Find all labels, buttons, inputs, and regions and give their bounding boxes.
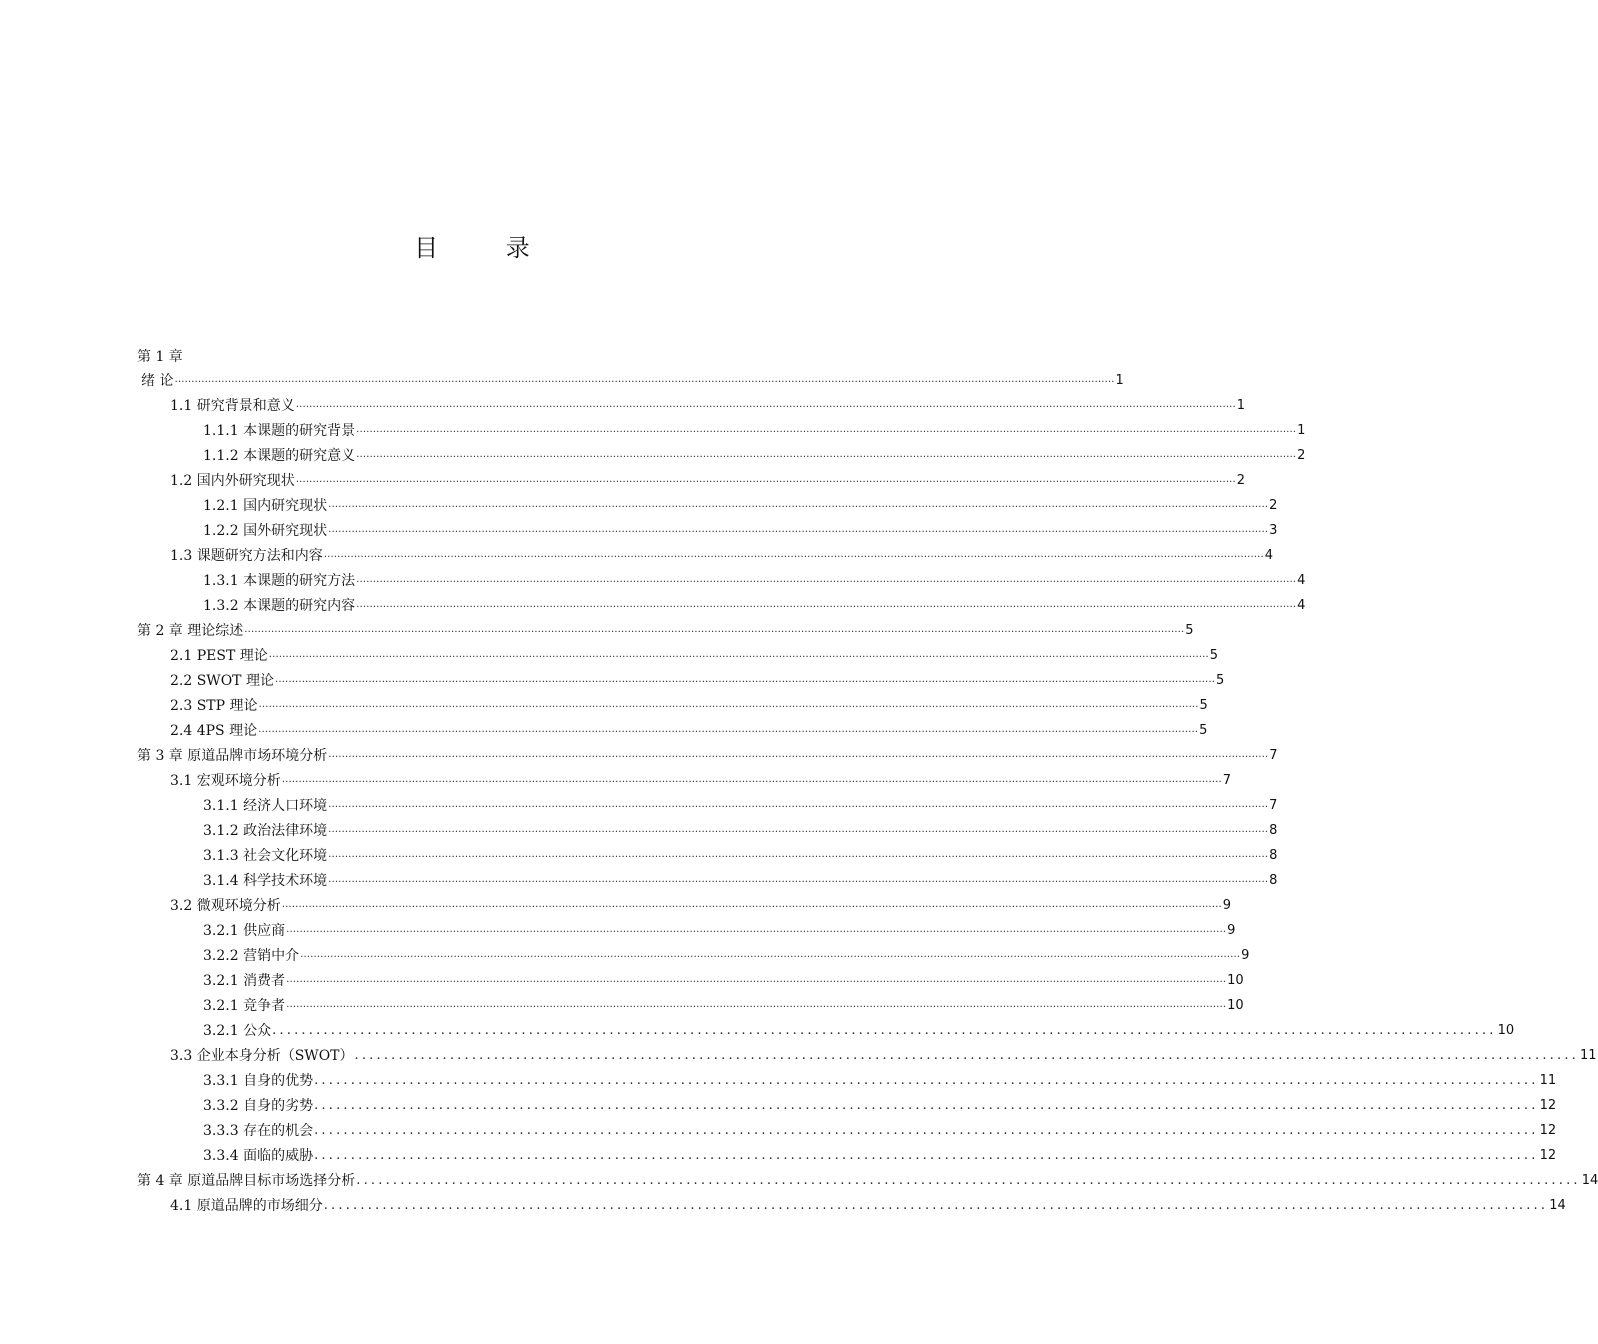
toc-entry[interactable] <box>203 571 1306 591</box>
dot-leader: ....................................................................................................................................................................... <box>272 1023 1497 1038</box>
toc-entry-label: 1.1.2 本课题的研究意义 <box>203 448 356 464</box>
toc-entry-page: 9 <box>1241 948 1250 963</box>
dot-leader: ....................................................................................................................................................................... <box>356 1173 1581 1188</box>
toc-entry[interactable] <box>203 421 1306 441</box>
dot-leader: ………………………………………………………………………………………………………………………………………………………………………………………………………………………………………………………… <box>258 724 1199 735</box>
dot-leader: ………………………………………………………………………………………………………………………………………………………………………………………………………………………………………………………… <box>328 749 1269 760</box>
toc-entry-page: 1 <box>1297 423 1306 438</box>
dot-leader: ………………………………………………………………………………………………………………………………………………………………………………………………………………………………………………………… <box>328 524 1269 535</box>
toc-entry[interactable] <box>203 821 1278 841</box>
toc-entry[interactable] <box>203 921 1236 941</box>
dot-leader: ....................................................................................................................................................................... <box>314 1123 1539 1138</box>
toc-entry[interactable] <box>170 471 1245 491</box>
toc-entry-label: 3.1.2 政治法律环境 <box>203 823 328 839</box>
toc-entry-page: 4 <box>1297 598 1306 613</box>
toc-entry-page: 5 <box>1185 623 1194 638</box>
dot-leader: ………………………………………………………………………………………………………………………………………………………………………………………………………………………………………………………… <box>300 949 1241 960</box>
toc-entry-page: 10 <box>1497 1023 1515 1038</box>
toc-entry-label: 3.2.1 供应商 <box>203 923 286 939</box>
toc-entry[interactable] <box>170 646 1219 666</box>
dot-leader: ………………………………………………………………………………………………………………………………………………………………………………………………………………………………………………………… <box>328 874 1269 885</box>
toc-entry-label: 3.1.4 科学技术环境 <box>203 873 328 889</box>
dot-leader: ………………………………………………………………………………………………………………………………………………………………………………………………………………………………………………………… <box>286 924 1227 935</box>
dot-leader: ………………………………………………………………………………………………………………………………………………………………………………………………………………………………………………………… <box>328 799 1269 810</box>
toc-entry-label: 3.3 企业本身分析（SWOT） <box>170 1048 354 1064</box>
toc-entry[interactable] <box>203 1071 1557 1091</box>
toc-entry-label: 3.2.2 营销中介 <box>203 948 300 964</box>
toc-entry-page: 8 <box>1269 823 1278 838</box>
toc-entry[interactable] <box>203 446 1306 466</box>
toc-entry-label: 3.2.1 消费者 <box>203 973 286 989</box>
toc-entry-label: 3.3.3 存在的机会 <box>203 1123 314 1139</box>
toc-entry-page: 9 <box>1222 898 1231 913</box>
toc-entry-page: 4 <box>1297 573 1306 588</box>
toc-entry[interactable] <box>203 996 1244 1016</box>
toc-entry-label: 1.1.1 本课题的研究背景 <box>203 423 356 439</box>
toc-entry-label: 3.1 宏观环境分析 <box>170 773 281 789</box>
toc-entry[interactable] <box>203 521 1278 541</box>
dot-leader: ....................................................................................................................................................................... <box>323 1198 1549 1213</box>
toc-entry-label: 4.1 原道品牌的市场细分 <box>170 1198 323 1214</box>
dot-leader: ………………………………………………………………………………………………………………………………………………………………………………………………………………………………………………………… <box>281 899 1222 910</box>
toc-entry-label: 1.2 国内外研究现状 <box>170 473 295 489</box>
toc-entry[interactable] <box>170 396 1245 416</box>
dot-leader: ………………………………………………………………………………………………………………………………………………………………………………………………………………………………………………………… <box>356 424 1297 435</box>
toc-entry-label: 1.2.2 国外研究现状 <box>203 523 328 539</box>
toc-entry-label: 绪 论 <box>141 373 174 389</box>
dot-leader: ....................................................................................................................................................................... <box>314 1073 1539 1088</box>
toc-entry-page: 10 <box>1227 998 1244 1013</box>
toc-entry-page: 1 <box>1115 373 1124 388</box>
toc-entry-page: 5 <box>1199 723 1208 738</box>
toc-entry-page: 2 <box>1297 448 1306 463</box>
toc-entry-page: 5 <box>1199 698 1208 713</box>
toc-chapter-1-head: 第 1 章 <box>137 349 183 365</box>
dot-leader: ………………………………………………………………………………………………………………………………………………………………………………………………………………………………………………………… <box>295 399 1236 410</box>
page-title: 目 录 <box>414 234 560 262</box>
toc-entry-page: 12 <box>1539 1148 1557 1163</box>
toc-entry[interactable] <box>170 671 1225 691</box>
toc-entry-label: 第 2 章 理论综述 <box>137 623 244 639</box>
toc-entry-page: 8 <box>1269 848 1278 863</box>
toc-entry-page: 5 <box>1209 648 1219 663</box>
toc-entry-page: 2 <box>1236 473 1245 488</box>
dot-leader: ………………………………………………………………………………………………………………………………………………………………………………………………………………………………………………………… <box>356 599 1297 610</box>
toc-entry-label: 3.2.1 公众 <box>203 1023 272 1039</box>
toc-entry-page: 11 <box>1539 1073 1557 1088</box>
toc-entry[interactable] <box>203 946 1250 966</box>
toc-entry-page: 4 <box>1264 548 1273 563</box>
toc-entry-page: 12 <box>1539 1098 1557 1113</box>
toc-entry[interactable] <box>170 771 1231 791</box>
toc-entry-label: 3.3.2 自身的劣势 <box>203 1098 314 1114</box>
toc-entry-label: 1.3.2 本课题的研究内容 <box>203 598 356 614</box>
toc-entry-page: 7 <box>1269 798 1278 813</box>
toc-entry-page: 3 <box>1269 523 1278 538</box>
dot-leader: ………………………………………………………………………………………………………………………………………………………………………………………………………………………………………………………… <box>323 549 1264 560</box>
toc-entry[interactable] <box>170 696 1208 716</box>
dot-leader: ………………………………………………………………………………………………………………………………………………………………………………………………………………………………………………………… <box>244 624 1185 635</box>
toc-entry-label: 第 3 章 原道品牌市场环境分析 <box>137 748 328 764</box>
toc-entry-page: 9 <box>1227 923 1236 938</box>
toc-entry-label: 2.4 4PS 理论 <box>170 723 258 739</box>
dot-leader: ………………………………………………………………………………………………………………………………………………………………………………………………………………………………………………………… <box>328 849 1269 860</box>
toc-entry[interactable] <box>203 1121 1557 1141</box>
toc-entry-page: 14 <box>1581 1173 1598 1188</box>
toc-entry-label: 3.1.1 经济人口环境 <box>203 798 328 814</box>
toc-entry[interactable] <box>203 796 1278 816</box>
toc-entry[interactable] <box>203 596 1306 616</box>
toc-entry[interactable] <box>137 746 1278 766</box>
toc-entry[interactable] <box>170 721 1208 741</box>
dot-leader: ....................................................................................................................................................................... <box>354 1048 1580 1063</box>
toc-entry-label: 1.3 课题研究方法和内容 <box>170 548 323 564</box>
toc-entry-label: 第 4 章 原道品牌目标市场选择分析 <box>137 1173 356 1189</box>
toc-entry[interactable] <box>170 546 1273 566</box>
dot-leader: ………………………………………………………………………………………………………………………………………………………………………………………………………………………………………………………… <box>268 649 1209 660</box>
toc-entry-page: 11 <box>1580 1048 1597 1063</box>
toc-entry-label: 2.2 SWOT 理论 <box>170 673 274 689</box>
dot-leader: ………………………………………………………………………………………………………………………………………………………………………………………………………………………………………………………… <box>286 974 1227 985</box>
dot-leader: ....................................................................................................................................................................... <box>314 1148 1539 1163</box>
toc-entry[interactable] <box>170 1046 1597 1066</box>
toc-entry-page: 7 <box>1269 748 1278 763</box>
dot-leader: ………………………………………………………………………………………………………………………………………………………………………………………………………………………………………………………… <box>295 474 1236 485</box>
toc-entry-label: 3.2 微观环境分析 <box>170 898 281 914</box>
toc-entry[interactable] <box>203 871 1278 891</box>
toc-entry-page: 5 <box>1215 673 1225 688</box>
dot-leader: ………………………………………………………………………………………………………………………………………………………………………………………………………………………………………………………… <box>356 449 1297 460</box>
toc-entry[interactable] <box>170 896 1231 916</box>
dot-leader: ………………………………………………………………………………………………………………………………………………………………………………………………………………………………………………………… <box>286 999 1227 1010</box>
toc-entry-label: 2.1 PEST 理论 <box>170 648 268 664</box>
toc-entry-page: 10 <box>1227 973 1244 988</box>
toc-entry-page: 1 <box>1236 398 1245 413</box>
dot-leader: ………………………………………………………………………………………………………………………………………………………………………………………………………………………………………………………… <box>356 574 1297 585</box>
toc-entry[interactable] <box>203 496 1278 516</box>
dot-leader: ………………………………………………………………………………………………………………………………………………………………………………………………………………………………………………………… <box>328 499 1269 510</box>
toc-entry-page: 7 <box>1222 773 1231 788</box>
toc-entry-label: 1.1 研究背景和意义 <box>170 398 295 414</box>
toc-entry-label: 3.2.1 竞争者 <box>203 998 286 1014</box>
toc-entry[interactable] <box>203 1096 1557 1116</box>
dot-leader: ………………………………………………………………………………………………………………………………………………………………………………………………………………………………………………………… <box>281 774 1222 785</box>
toc-entry-label: 1.2.1 国内研究现状 <box>203 498 328 514</box>
dot-leader: ………………………………………………………………………………………………………………………………………………………………………………………………………………………………………………………… <box>174 374 1115 385</box>
dot-leader: ………………………………………………………………………………………………………………………………………………………………………………………………………………………………………………………… <box>328 824 1269 835</box>
dot-leader: ………………………………………………………………………………………………………………………………………………………………………………………………………………………………………………………… <box>258 699 1199 710</box>
toc-entry[interactable] <box>203 1021 1515 1041</box>
dot-leader: ………………………………………………………………………………………………………………………………………………………………………………………………………………………………………………………… <box>274 674 1215 685</box>
toc-entry-page: 14 <box>1549 1198 1566 1213</box>
toc-entry-label: 2.3 STP 理论 <box>170 698 258 714</box>
toc-entry-page: 8 <box>1269 873 1278 888</box>
toc-entry[interactable] <box>170 1196 1566 1216</box>
toc-entry-label: 3.3.1 自身的优势 <box>203 1073 314 1089</box>
toc-entry[interactable] <box>137 621 1194 641</box>
dot-leader: ....................................................................................................................................................................... <box>314 1098 1539 1113</box>
toc-entry[interactable] <box>203 846 1278 866</box>
toc-entry[interactable] <box>137 371 1124 391</box>
toc-entry[interactable] <box>203 971 1244 991</box>
toc-entry[interactable] <box>203 1146 1557 1166</box>
toc-entry[interactable] <box>137 1171 1598 1191</box>
toc-entry-page: 2 <box>1269 498 1278 513</box>
toc-entry-label: 3.3.4 面临的威胁 <box>203 1148 314 1164</box>
toc-entry-page: 12 <box>1539 1123 1557 1138</box>
toc-entry-label: 1.3.1 本课题的研究方法 <box>203 573 356 589</box>
toc-entry-label: 3.1.3 社会文化环境 <box>203 848 328 864</box>
